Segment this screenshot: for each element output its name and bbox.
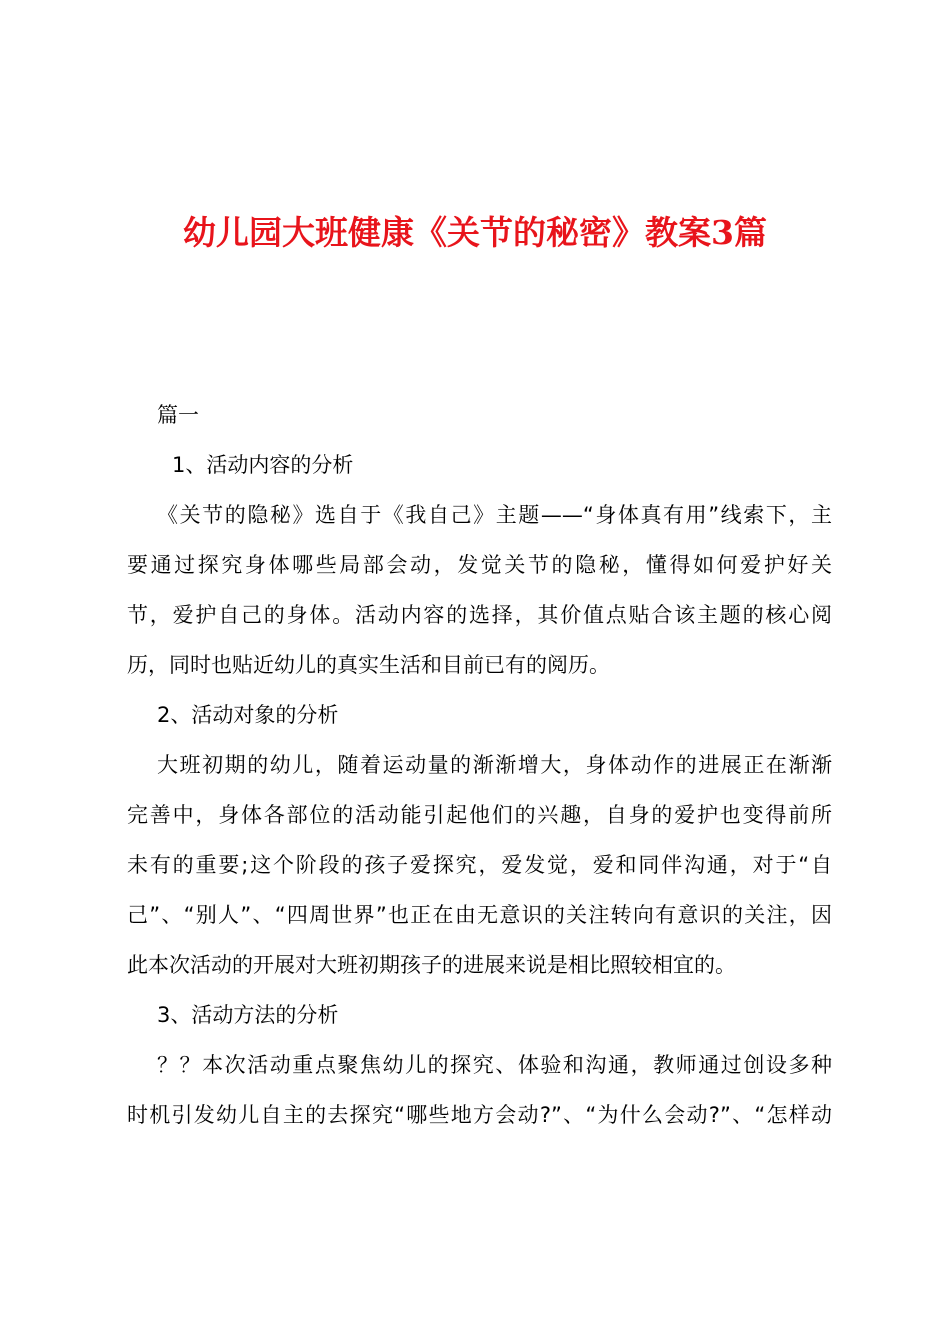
paragraph-activity-content: [127, 490, 832, 690]
paragraph-activity-method: [127, 1040, 832, 1140]
paragraph-line: 未有的重要;这个阶段的孩子爱探究，爱发觉，爱和同伴沟通，对于“自: [127, 853, 832, 877]
paragraph-line: 己”、“别人”、“四周世界”也正在由无意识的关注转向有意识的关注，因: [127, 903, 832, 927]
paragraph-line: 完善中，身体各部位的活动能引起他们的兴趣，自身的爱护也变得前所: [127, 803, 832, 827]
paragraph-line: 时机引发幼儿自主的去探究“哪些地方会动?”、“为什么会动?”、“怎样动: [127, 1103, 832, 1127]
paragraph-line: 大班初期的幼儿，随着运动量的渐渐增大，身体动作的进展正在渐渐: [157, 753, 832, 777]
section-label: 篇一: [157, 403, 199, 427]
paragraph-activity-target: [127, 740, 832, 990]
paragraph-line: 《关节的隐秘》选自于《我自己》主题——“身体真有用”线索下，主: [157, 503, 832, 527]
document-title: 幼儿园大班健康《关节的秘密》教案3篇: [183, 213, 767, 252]
paragraph-line: 要通过探究身体哪些局部会动，发觉关节的隐秘，懂得如何爱护好关: [127, 553, 832, 577]
document-body: [127, 390, 832, 1140]
heading-activity-content: 1、活动内容的分析: [172, 453, 354, 477]
paragraph-line: 历，同时也贴近幼儿的真实生活和目前已有的阅历。: [127, 653, 610, 677]
heading-activity-target: 2、活动对象的分析: [157, 703, 339, 727]
heading-activity-method: 3、活动方法的分析: [157, 1003, 339, 1027]
paragraph-line: 节，爱护自己的身体。活动内容的选择，其价值点贴合该主题的核心阅: [127, 603, 832, 627]
paragraph-line: 此本次活动的开展对大班初期孩子的进展来说是相比照较相宜的。: [127, 953, 736, 977]
paragraph-line: ？？本次活动重点聚焦幼儿的探究、体验和沟通，教师通过创设多种: [157, 1053, 832, 1077]
